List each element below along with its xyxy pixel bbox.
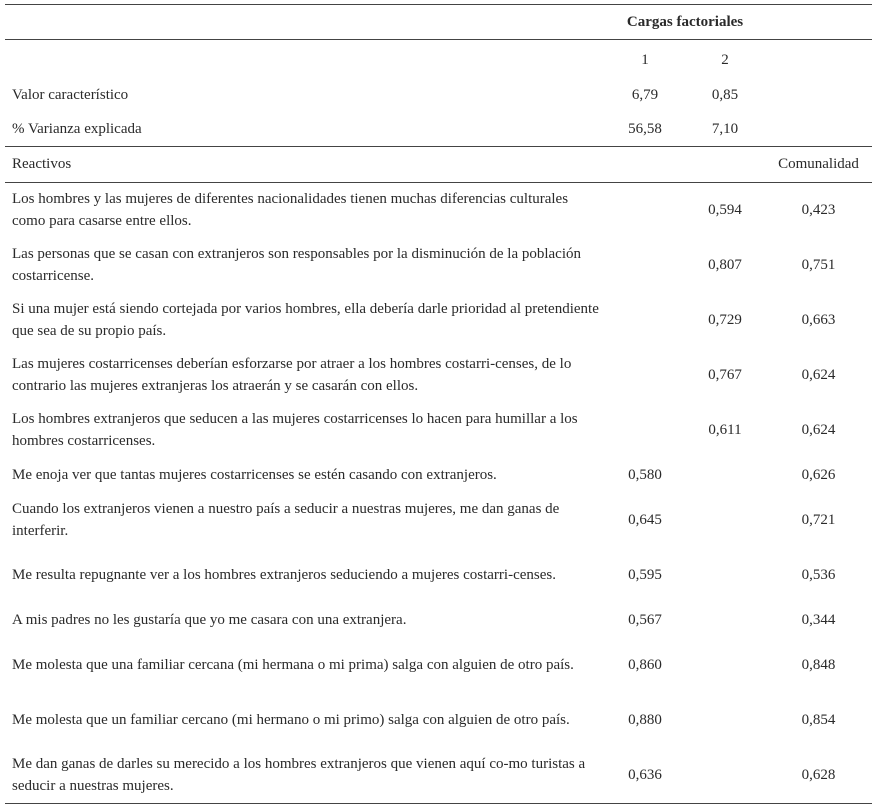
items-body	[5, 183, 872, 803]
item-f1: 0,636	[628, 766, 662, 783]
item-f1: 0,645	[628, 511, 662, 528]
item-text: Los hombres y las mujeres de diferentes nacionalidades tienen muchas diferencias culturales como para casarse entre ellos.	[12, 190, 569, 229]
factor-1-heading: 1	[641, 51, 649, 68]
factor-table	[5, 4, 872, 804]
item-f2: 0,611	[708, 421, 742, 438]
item-text: Me molesta que una familiar cercana (mi hermana o mi prima) salga con alguien de otro país.	[12, 656, 574, 673]
factor-number-row	[5, 40, 872, 78]
summary-row	[5, 112, 872, 146]
summary-f2: 7,10	[711, 120, 739, 137]
item-f1: 0,595	[628, 566, 662, 583]
table-row	[5, 238, 872, 293]
table-row	[5, 493, 872, 548]
item-f1: 0,580	[628, 466, 662, 483]
summary-f1: 56,58	[628, 120, 662, 137]
table-row	[5, 458, 872, 493]
item-text: Si una mujer está siendo cortejada por varios hombres, ella debería darle prioridad al pretendiente que sea de su propio país.	[12, 300, 599, 339]
summary-f2: 0,85	[711, 86, 739, 103]
item-f2: 0,594	[708, 201, 742, 218]
item-communality: 0,663	[801, 311, 836, 328]
factor-2-heading: 2	[721, 51, 729, 68]
item-text: A mis padres no les gustaría que yo me casara con una extranjera.	[12, 611, 407, 628]
item-f2: 0,729	[708, 311, 742, 328]
item-f1: 0,860	[628, 656, 662, 673]
item-communality: 0,624	[801, 366, 836, 383]
cargas-factoriales-heading: Cargas factoriales	[626, 13, 744, 30]
item-communality: 0,751	[801, 256, 836, 273]
item-f2: 0,767	[708, 366, 742, 383]
table-row	[5, 603, 872, 638]
item-text: Las personas que se casan con extranjeros son responsables por la disminución de la población costarricense.	[12, 245, 582, 284]
item-communality: 0,536	[801, 566, 836, 583]
item-text: Me dan ganas de darles su merecido a los hombres extranjeros que vienen aquí co-mo turistas a seducir a nuestras mujeres.	[12, 755, 586, 794]
item-text: Me enoja ver que tantas mujeres costarricenses se estén casando con extranjeros.	[12, 466, 497, 483]
item-text: Me resulta repugnante ver a los hombres extranjeros seduciendo a mujeres costarri-censes.	[12, 566, 556, 583]
table-row	[5, 293, 872, 348]
table-row	[5, 548, 872, 603]
table-row	[5, 638, 872, 693]
item-f1: 0,567	[628, 611, 662, 628]
summary-label: Valor característico	[12, 86, 129, 103]
table-row	[5, 183, 872, 238]
item-text: Cuando los extranjeros vienen a nuestro país a seducir a nuestras mujeres, me dan ganas de interferir.	[12, 500, 560, 539]
table-row	[5, 348, 872, 403]
summary-label: % Varianza explicada	[12, 120, 142, 137]
summary-row	[5, 78, 872, 112]
comunalidad-heading: Comunalidad	[778, 156, 859, 172]
item-communality: 0,423	[801, 201, 836, 218]
item-f1: 0,880	[628, 711, 662, 728]
item-communality: 0,344	[801, 611, 836, 628]
item-text: Las mujeres costarricenses deberían esforzarse por atraer a los hombres costarri-censes, de lo contrario las mujeres extranjeras los atraerán y se casarán con ellos.	[12, 355, 572, 394]
item-communality: 0,624	[801, 421, 836, 438]
table-row	[5, 403, 872, 458]
item-f2: 0,807	[708, 256, 742, 273]
item-communality: 0,628	[801, 766, 836, 783]
table-row	[5, 748, 872, 803]
item-text: Los hombres extranjeros que seducen a las mujeres costarricenses lo hacen para humillar a los hombres costarricenses.	[12, 410, 578, 449]
table-row	[5, 693, 872, 748]
header-group-row	[5, 5, 872, 39]
item-communality: 0,626	[801, 466, 836, 483]
item-communality: 0,848	[801, 656, 836, 673]
summary-f1: 6,79	[631, 86, 659, 103]
item-text: Me molesta que un familiar cercano (mi hermano o mi primo) salga con alguien de otro país.	[12, 711, 570, 728]
reactivos-heading: Reactivos	[12, 156, 72, 173]
column-header-row	[5, 147, 872, 182]
item-communality: 0,721	[801, 511, 836, 528]
item-communality: 0,854	[801, 711, 836, 728]
